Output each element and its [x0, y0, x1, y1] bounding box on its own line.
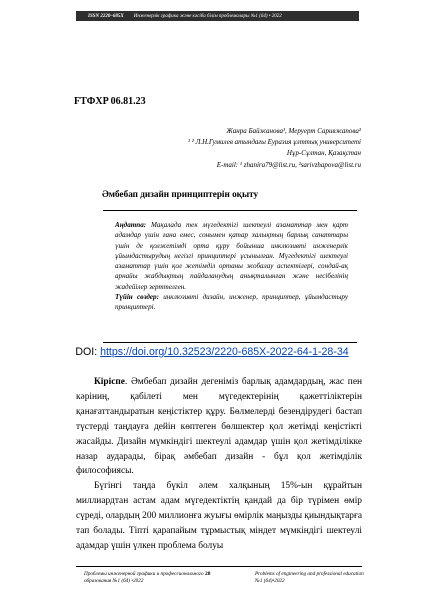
- journal-header-bar: [76, 11, 359, 21]
- article-title: Әмбебап дизайн принциптерін оқыту: [102, 189, 259, 199]
- paragraph-1-text: . Әмбебап дизайн дегеніміз барлық адамдардың, жас пен кәріниң, қабілеті мен мүгедектерінің қажеттіліктерін қанағаттандыратын кеңістіктер құру. Бөлмелерді безендірудегі бастап түстерді таңдауға дейін көптеген бөлшектер қол жетімді кеңістікті жасайды. Дизайн мүмкіндігі шектеулі адамдар үшін қол жетімділікке назар аударады, бірақ әмбебап дизайн - бұл қол жетімділік философиясы.: [76, 377, 362, 477]
- abstract-label: Аңдатпа:: [115, 221, 147, 229]
- doi-line: [0, 346, 424, 358]
- body-paragraph-2: Бүгінгі таңда бүкіл әлем халқының 15%-ын құрайтын миллиардтан астам адам мүгедектіктің қандай да бір түрімен өмір сүреді, олардың 200 миллионға жуығы өмірлік маңызды қиындықтарға тап болады. Тіпті қарапайым тұрмыстық міндет мүмкіндігі шектеулі адамдар үшін үлкен проблема болуы: [76, 481, 362, 551]
- author-affiliation: ¹ ² Л.Н.Гумилев атындағы Еуразия ұлттық университеті: [187, 138, 361, 147]
- author-city: Нұр-Сұлтан, Қазақстан: [286, 149, 361, 158]
- footer-divider: [76, 566, 362, 567]
- author-email: E-mail: ¹ zhanira79@list.ru, ²sarivzhapova@list.ru: [216, 160, 361, 169]
- body-paragraph-1: [76, 375, 362, 479]
- author-block: [188, 126, 361, 171]
- doi-label: DOI:: [75, 346, 101, 358]
- footer-right: Problems of engineering and professional education №1 (64)•2022: [255, 571, 364, 584]
- keywords-label: Түйін сөздер:: [115, 293, 159, 302]
- page-number: 28: [205, 571, 211, 577]
- udc-code: FTФXP 06.81.23: [74, 96, 146, 107]
- author-names: Жанра Байжанова¹, Меруерт Саривжапова²: [226, 127, 361, 135]
- footer-left: Проблемы инженерной графики и профессионального образования №1 (64) •2022: [84, 571, 204, 584]
- abstract-text: Мақалада тек мүгедектігі шектеулі азаматтар мен қарт адамдар үшін ғана емес, сонымен қатар халықтың барлық санаттары үшін де қолжетімді орта құру бойынша инклюзивті инженерлік ұйымдастырудың негізгі принциптері ұсынылған. Мүгедектігі шектеулі азаматтар үшін қол жетімділ ортаны жобалау аспектілері, сондай-ақ арнайы жабдықтың пайдаланудың анықталынған және несібелінің жадейілер зерттелген.: [115, 221, 348, 291]
- abstract: [115, 220, 348, 313]
- journal-name: Инженерлік графика және кәсіби білім проблемалары №1 (64) • 2022: [133, 13, 282, 19]
- issn: ISSN 2220–685X: [88, 13, 124, 19]
- keywords-text: инклюзивті дизайн, инженер, принциптер, ұйымдастыру принциптері.: [115, 293, 348, 312]
- doi-link[interactable]: https://doi.org/10.32523/2220-685X-2022-64-1-28-34: [100, 346, 349, 358]
- intro-label: Кіріспе: [94, 377, 125, 387]
- article-body: [76, 375, 362, 554]
